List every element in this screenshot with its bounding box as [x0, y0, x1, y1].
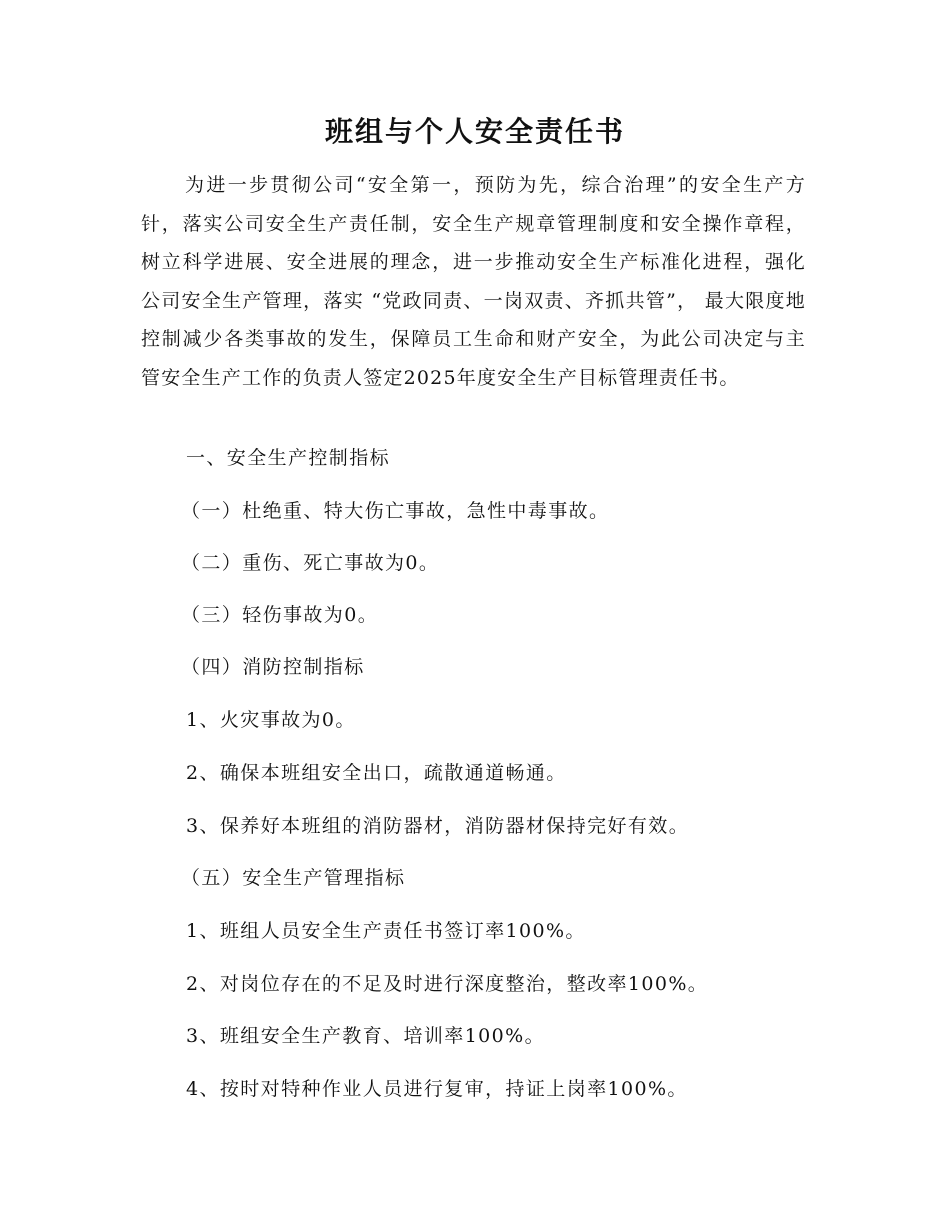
- list-item: （一）杜绝重、特大伤亡事故，急性中毒事故。: [181, 500, 610, 522]
- list-item: 3、保养好本班组的消防器材，消防器材保持完好有效。: [186, 815, 690, 837]
- list-item: 1、班组人员安全生产责任书签订率100%。: [186, 920, 586, 942]
- list-item: 2、对岗位存在的不足及时进行深度整治，整改率100%。: [186, 973, 709, 995]
- list-item-management-indicators: （五）安全生产管理指标: [181, 867, 406, 889]
- list-item: （二）重伤、死亡事故为0。: [181, 552, 440, 574]
- list-item-fire-control: （四）消防控制指标: [181, 656, 365, 678]
- document-title: 班组与个人安全责任书: [324, 115, 625, 148]
- list-item: （三）轻伤事故为0。: [181, 604, 379, 626]
- section-heading-control-indicators: 一、安全生产控制指标: [186, 447, 391, 469]
- list-item: 1、火灾事故为0。: [186, 709, 356, 731]
- intro-paragraph: 为进一步贯彻公司“安全第一，预防为先，综合治理”的安全生产方针，落实公司安全生产责任制，安全生产规章管理制度和安全操作章程，树立科学进展、安全进展的理念，进一步推动安全生产标准化进程，强化公司安全生产管理，落实 “党政同责、一岗双责、齐抓共管”， 最大限度地控制减少各类事故的发生，保障员工生命和财产安全，为此公司决定与主管安全生产工作的负责人签定2025年度安全生产目标管理责任书。: [141, 174, 806, 389]
- list-item: 2、确保本班组安全出口，疏散通道畅通。: [186, 762, 567, 784]
- list-item: 4、按时对特种作业人员进行复审，持证上岗率100%。: [186, 1078, 688, 1100]
- list-item: 3、班组安全生产教育、培训率100%。: [186, 1025, 546, 1047]
